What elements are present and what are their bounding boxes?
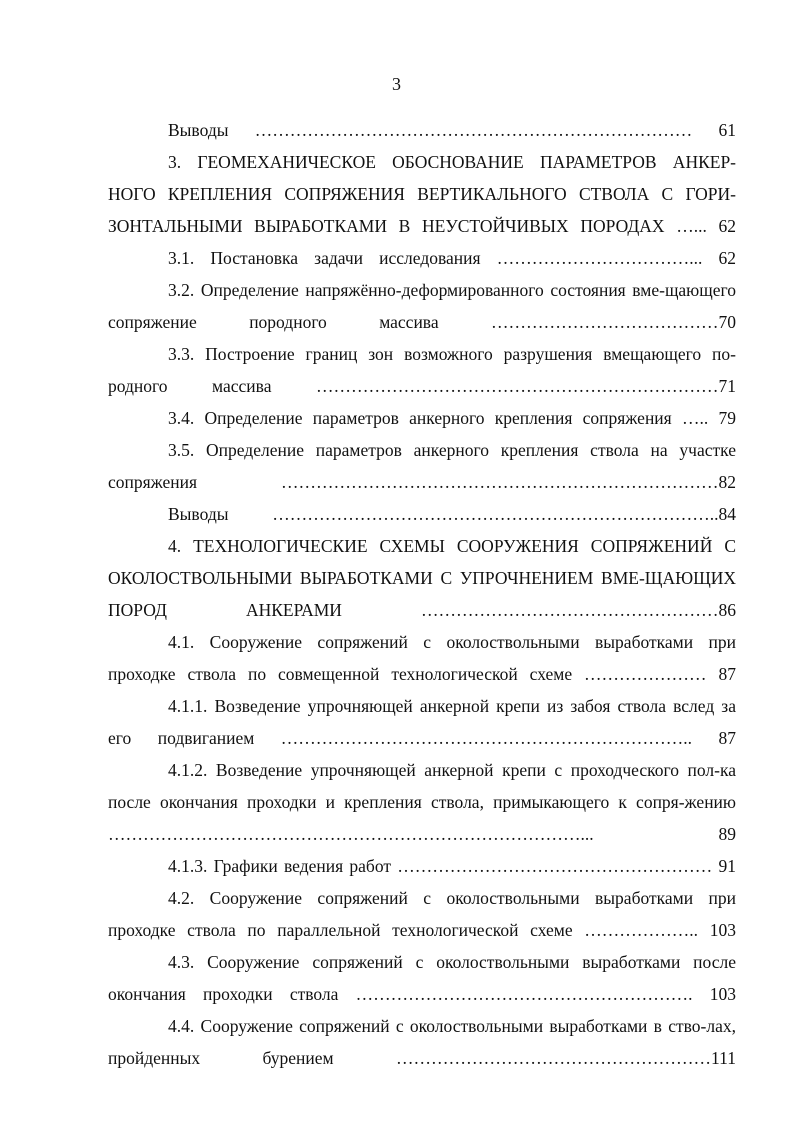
toc-entry-conclusions-2: Выводы ………………………………………………………………… 61 [168, 120, 736, 140]
toc-entry-4-1-2: 4.1.2. Возведение упрочняющей анкерной крепи с проходческого пол-ка после окончания проходки и крепления ствола, примыкающего к сопря-жению ………………………………………………………………………... 89 [108, 760, 736, 844]
toc-entry-3-5: 3.5. Определение параметров анкерного крепления ствола на участке сопряжения …………………………………………………………………82 [108, 440, 736, 492]
toc-entry-conclusions-3: Выводы …………………………………………………………………..84 [168, 504, 736, 524]
toc-entry-3-2: 3.2. Определение напряжённо-деформированного состояния вме-щающего сопряжение породного массива …………………………………70 [108, 280, 736, 332]
toc-entry-3-1: 3.1. Постановка задачи исследования ……………………………... 62 [168, 248, 736, 268]
toc-entry-4-2: 4.2. Сооружение сопряжений с околоствольными выработками при проходке ствола по параллельной технологической схеме ……………….. 103 [108, 888, 736, 940]
toc-entry-3-4: 3.4. Определение параметров анкерного крепления сопряжения ….. 79 [168, 408, 736, 428]
toc-entry-3-3: 3.3. Построение границ зон возможного разрушения вмещающего по-родного массива ……………………………………………………………71 [108, 344, 736, 396]
toc-entry-4-1-1: 4.1.1. Возведение упрочняющей анкерной крепи из забоя ствола вслед за его подвиганием …………………………………………………………….. 87 [108, 696, 736, 748]
page-number: 3 [392, 74, 401, 94]
toc-entry-chapter-4: 4. ТЕХНОЛОГИЧЕСКИЕ СХЕМЫ СООРУЖЕНИЯ СОПРЯЖЕНИЙ С ОКОЛОСТВОЛЬНЫМИ ВЫРАБОТКАМИ С УПРОЧНЕНИЕМ ВМЕ-ЩАЮЩИХ ПОРОД АНКЕРАМИ ……………………………………………86 [108, 536, 736, 620]
toc-entry-4-3: 4.3. Сооружение сопряжений с околоствольными выработками после окончания проходки ствола …………………………………………………. 103 [108, 952, 736, 1004]
toc-entry-chapter-3: 3. ГЕОМЕХАНИЧЕСКОЕ ОБОСНОВАНИЕ ПАРАМЕТРОВ АНКЕР-НОГО КРЕПЛЕНИЯ СОПРЯЖЕНИЯ ВЕРТИКАЛЬНОГО СТВОЛА С ГОРИ-ЗОНТАЛЬНЫМИ ВЫРАБОТКАМИ В НЕУСТОЙЧИВЫХ ПОРОДАХ …... 62 [108, 152, 736, 236]
table-of-contents [108, 114, 736, 1074]
toc-entry-4-4: 4.4. Сооружение сопряжений с околоствольными выработками в ство-лах, пройденных бурением ………………………………………………111 [108, 1016, 736, 1068]
toc-entry-4-1: 4.1. Сооружение сопряжений с околоствольными выработками при проходке ствола по совмещенной технологической схеме ………………… 87 [108, 632, 736, 684]
toc-entry-4-1-3: 4.1.3. Графики ведения работ ……………………………………………… 91 [168, 856, 736, 876]
